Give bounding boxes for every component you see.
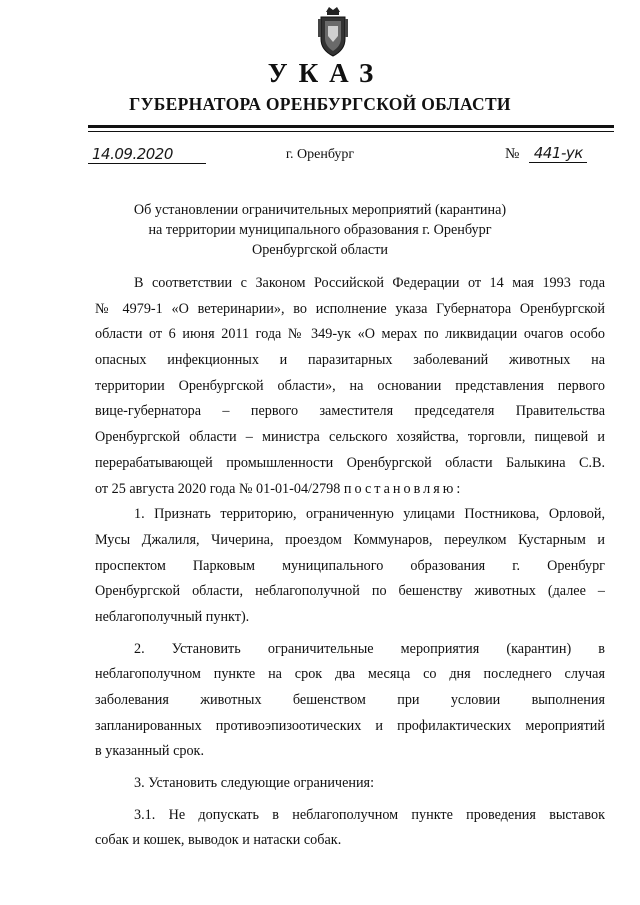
document-type-title: УКАЗ — [267, 58, 385, 88]
text-line: 2. Установить ограничительные мероприятия (карантин) в — [134, 640, 605, 657]
text-line: 1. Признать территорию, ограниченную улицами Постникова, Орловой, — [134, 506, 605, 523]
number-sign: № — [505, 146, 520, 162]
decree-word: постановляю: — [343, 480, 464, 497]
text-line — [95, 477, 605, 503]
text-line: № 4979-1 «О ветеринарии», во исполнение указа Губернатора Оренбургской — [95, 300, 605, 317]
text-line: вице-губернатора – первого заместителя председателя Правительства — [95, 403, 605, 420]
subject-line: на территории муниципального образования г. Оренбург — [148, 222, 492, 238]
text-line: заболевания животных бешенством при условии выполнения — [95, 692, 605, 708]
item-paragraph-3 — [95, 771, 605, 797]
text-line: Мусы Джалиля, Чичерина, проездом Коммунаров, переулком Кустарным и — [95, 531, 605, 548]
header-rule-thin — [88, 131, 614, 132]
decree-reference: от 25 августа 2020 года № 01-01-04/2798 — [95, 480, 341, 497]
item-paragraph-3-1 — [95, 803, 605, 854]
text-line: перерабатывающей промышленности Оренбургской области Балыкина С.В. — [95, 454, 605, 471]
preamble-paragraph — [95, 271, 605, 502]
text-line: опасных инфекционных и паразитарных заболеваний животных на — [95, 352, 605, 369]
text-line: в указанный срок. — [95, 743, 204, 760]
issuer-title: ГУБЕРНАТОРА ОРЕНБУРГСКОЙ ОБЛАСТИ — [129, 94, 511, 114]
item-paragraph-1 — [95, 502, 605, 630]
header-rule-thick — [88, 125, 614, 128]
document-city: г. Оренбург — [285, 147, 355, 162]
subject-line: Оренбургской области — [251, 242, 389, 258]
text-line: 3. Установить следующие ограничения: — [134, 775, 375, 792]
text-line: проспектом Парковым муниципального образования г. Оренбург — [95, 557, 605, 574]
subject-line: Об установлении ограничительных мероприятий (карантина) — [133, 202, 507, 218]
document-subject — [100, 200, 540, 260]
text-line: неблагополучном пункте на срок два месяца со дня последнего случая — [95, 666, 605, 683]
text-line: Оренбургской области – министра сельского хозяйства, торговли, пищевой и — [95, 429, 605, 446]
document-body — [95, 271, 605, 854]
document-date: 14.09.2020 — [88, 145, 206, 164]
text-line: запланированных противоэпизоотических и профилактических мероприятий — [95, 717, 605, 734]
text-line: собак и кошек, выводок и натаски собак. — [95, 832, 342, 849]
item-paragraph-2 — [95, 637, 605, 765]
text-line: области от 6 июня 2011 года № 349-ук «О мерах по ликвидации очагов особо — [95, 326, 605, 343]
text-line: 3.1. Не допускать в неблагополучном пункте проведения выставок — [134, 806, 605, 823]
text-line: неблагополучный пункт). — [95, 608, 250, 625]
document-number — [505, 144, 587, 163]
text-line: В соответствии с Законом Российской Федерации от 14 мая 1993 года — [134, 275, 605, 291]
text-line: территории Оренбургской области», на основании представления первого — [95, 377, 605, 394]
text-line: Оренбургской области, неблагополучной по бешенству животных (далее – — [95, 583, 605, 600]
coat-of-arms-icon — [316, 6, 350, 58]
number-value: 441-ук — [529, 144, 587, 163]
